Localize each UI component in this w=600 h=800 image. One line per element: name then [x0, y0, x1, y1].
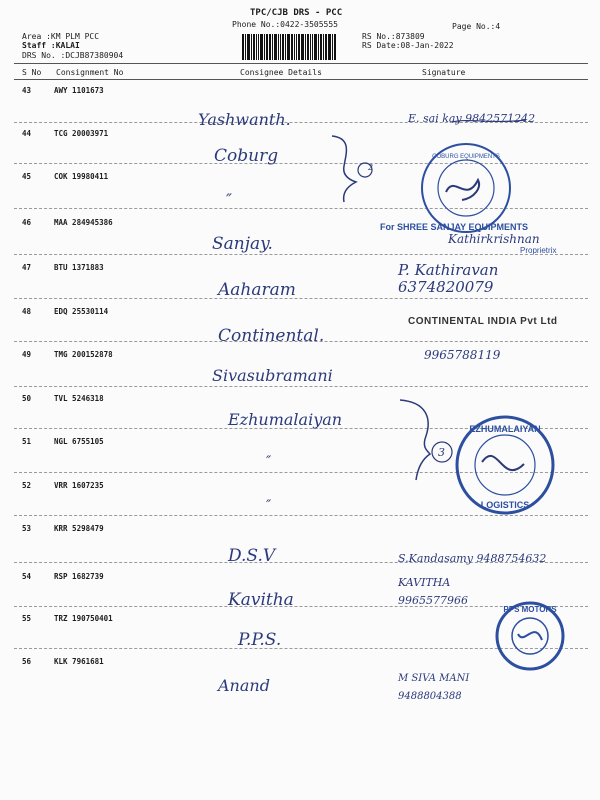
row-consignment: RSP 1682739	[54, 572, 104, 581]
consignee-handwriting: Sivasubramani	[212, 366, 333, 385]
page-number: Page No.:4	[452, 22, 501, 31]
consignee-handwriting: ″	[226, 190, 232, 209]
row-sno: 50	[22, 394, 32, 403]
row-consignment: TCG 20003971	[54, 129, 109, 138]
circled-three-mark: 3	[438, 446, 445, 459]
row-sno: 56	[22, 657, 32, 666]
consignee-handwriting: P.P.S.	[238, 630, 282, 650]
row-sno: 55	[22, 614, 32, 623]
row-consignment: KLK 7961681	[54, 657, 104, 666]
row-consignment: COK 19980411	[54, 172, 109, 181]
svg-text:COBURG EQUIPMENTS: COBURG EQUIPMENTS	[432, 154, 500, 160]
signature-handwriting: E. sai kay 9842571242	[408, 112, 536, 125]
shree-stamp-bottom: Proprietrix	[520, 246, 557, 255]
svg-text:PPS MOTORS: PPS MOTORS	[503, 605, 557, 614]
consignee-handwriting: Ezhumalaiyan	[228, 410, 343, 429]
ezhumalaiyan-stamp	[440, 410, 570, 520]
row-divider	[14, 298, 588, 299]
signature-handwriting: 9965788119	[424, 348, 501, 362]
row-sno: 53	[22, 524, 32, 533]
circled-two-mark: 2	[368, 163, 374, 172]
header-rule-bottom	[14, 79, 588, 80]
row-consignment: BTU 1371883	[54, 263, 104, 272]
col-header-sno: S No	[22, 68, 42, 77]
barcode	[242, 34, 352, 60]
consignee-handwriting: ″	[266, 498, 272, 514]
col-header-signature: Signature	[422, 68, 466, 77]
row-consignment: AWY 1101673	[54, 86, 104, 95]
col-header-consignment: Consignment No	[56, 68, 124, 77]
row-sno: 46	[22, 218, 32, 227]
row-consignment: TMG 200152878	[54, 350, 113, 359]
row-consignment: VRR 1607235	[54, 481, 104, 490]
consignee-handwriting: Continental.	[218, 326, 325, 346]
row-sno: 45	[22, 172, 32, 181]
row-consignment: NGL 6755105	[54, 437, 104, 446]
report-title: TPC/CJB DRS - PCC	[250, 8, 343, 18]
consignee-handwriting: Yashwanth.	[198, 110, 291, 129]
row-divider	[14, 254, 588, 255]
row-sno: 48	[22, 307, 32, 316]
consignee-handwriting: Anand	[218, 676, 270, 695]
signature-handwriting: S.Kandasamy 9488754632	[398, 552, 547, 565]
shree-stamp-top: For SHREE SANJAY EQUIPMENTS	[380, 222, 529, 232]
consignee-handwriting: ″	[266, 454, 272, 470]
row-sno: 54	[22, 572, 32, 581]
signature-handwriting: M SIVA MANI 9488804388	[398, 673, 470, 702]
phone-number: Phone No.:0422-3505555	[232, 20, 338, 29]
row-consignment: EDQ 25530114	[54, 307, 109, 316]
row-sno: 44	[22, 129, 32, 138]
rs-number: RS No.:873809	[362, 32, 425, 41]
row-sno: 43	[22, 86, 32, 95]
svg-text:LOGISTICS: LOGISTICS	[480, 500, 530, 510]
signature-handwriting: KAVITHA 9965577966	[398, 576, 468, 607]
row-consignment: MAA 284945386	[54, 218, 113, 227]
consignee-handwriting: Coburg	[214, 146, 279, 166]
consignee-handwriting: Kavitha	[228, 590, 294, 610]
signature-handwriting: Kathirkrishnan	[448, 232, 540, 246]
col-header-consignee: Consignee Details	[240, 68, 322, 77]
row-consignment: TVL 5246318	[54, 394, 104, 403]
signature-handwriting: P. Kathiravan 6374820079	[398, 261, 499, 296]
continental-stamp: CONTINENTAL INDIA Pvt Ltd	[408, 316, 558, 327]
drs-number: DRS No. :DCJB87380904	[22, 51, 124, 60]
consignee-handwriting: Sanjay.	[212, 234, 273, 254]
consignee-handwriting: Aaharam	[218, 280, 296, 300]
rs-date: RS Date:08-Jan-2022	[362, 41, 454, 50]
row-sno: 47	[22, 263, 32, 272]
row-consignment: KRR 5298479	[54, 524, 104, 533]
pps-stamp	[490, 600, 580, 672]
signature-scribble	[450, 116, 530, 126]
row-sno: 52	[22, 481, 32, 490]
row-sno: 49	[22, 350, 32, 359]
consignee-handwriting: D.S.V	[228, 546, 276, 566]
svg-text:EZHUMALAIYAN: EZHUMALAIYAN	[469, 424, 541, 434]
row-divider	[14, 386, 588, 387]
area-label: Area :KM PLM PCC	[22, 32, 100, 41]
row-consignment: TRZ 190750401	[54, 614, 113, 623]
staff-label: Staff :KALAI	[22, 41, 80, 50]
header-rule-top	[14, 63, 588, 64]
row-sno: 51	[22, 437, 32, 446]
